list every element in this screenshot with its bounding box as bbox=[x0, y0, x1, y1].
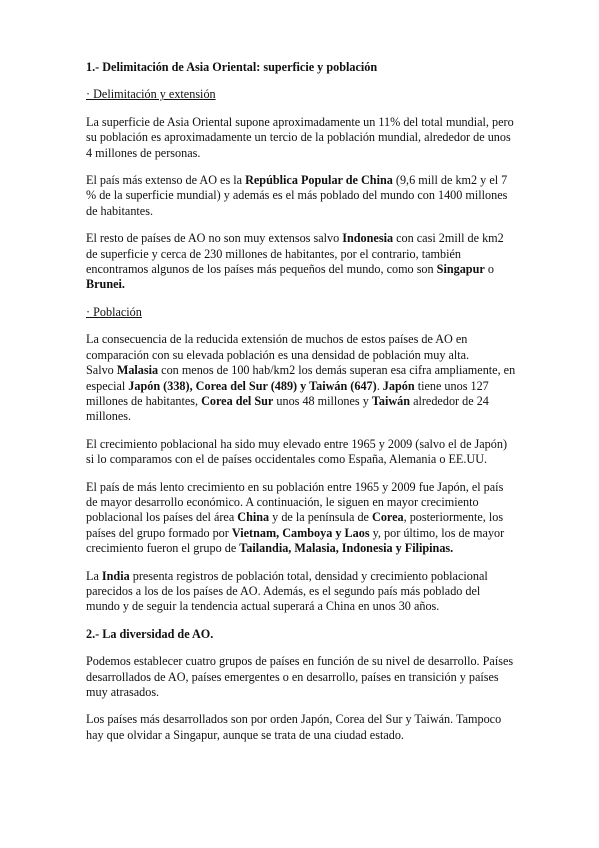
bold-run: Malasia bbox=[116, 363, 159, 378]
text-run: tiene unos 127 millones de habitantes, bbox=[86, 378, 489, 408]
paragraph-desarrollados: Los países más desarrollados son por orden Japón, Corea del Sur y Taiwán. Tampoco hay que olvidar a Singapur, aunque se trata de una ciudad estado. bbox=[86, 712, 502, 742]
spacer bbox=[86, 219, 516, 231]
bold-run: Japón (338), Corea del Sur (489) y Taiwán (647) bbox=[128, 378, 377, 393]
text-run: El resto de países de AO no son muy extensos salvo bbox=[86, 231, 343, 246]
spacer bbox=[86, 320, 516, 332]
bold-run: Indonesia bbox=[342, 231, 394, 246]
spacer bbox=[86, 642, 516, 654]
section-2-title: 2.- La diversidad de AO. bbox=[86, 626, 214, 641]
subheading-poblacion: · Población bbox=[86, 304, 142, 319]
paragraph-superficie: La superficie de Asia Oriental supone aproximadamente un 11% del total mundial, pero su población es aproximadamente un tercio de la población mundial, alrededor de unos 4 millones de personas. bbox=[86, 114, 514, 160]
paragraph-china bbox=[86, 173, 516, 219]
text-run: y de la península de bbox=[269, 510, 373, 525]
bold-run: Singapur bbox=[436, 262, 485, 277]
spacer bbox=[86, 615, 516, 627]
paragraph-india bbox=[86, 569, 516, 615]
text-run: unos 48 millones y bbox=[273, 393, 372, 408]
text-run: El país de más lento crecimiento en su población entre 1965 y 2009 fue Japón, el país de mayor desarrollo económico. A continuación, le siguen en mayor crecimiento poblacional los países del área bbox=[86, 479, 504, 525]
text-run: con menos de 100 hab/km2 los demás superan esa cifra ampliamente, en especial bbox=[86, 363, 516, 393]
bold-run: China bbox=[237, 510, 270, 525]
text-run: (9,6 mill de km2 y el 7 % de la superficie mundial) y además es el más poblado del mundo con 1400 millones de habitantes. bbox=[86, 173, 508, 218]
spacer bbox=[86, 468, 516, 480]
spacer bbox=[86, 425, 516, 437]
spacer bbox=[86, 103, 516, 115]
text-run: . bbox=[376, 378, 383, 393]
bold-run: República Popular de China bbox=[245, 173, 393, 188]
text-run: presenta registros de población total, densidad y crecimiento poblacional parecidos a los de los países de AO. Además, es el segundo país más poblado del mundo y de seguir la tendencia actual superará a China en unos 30 años. bbox=[86, 568, 488, 614]
text-run: alrededor de 24 millones. bbox=[86, 393, 489, 424]
bold-run: India bbox=[101, 568, 130, 583]
section-1-title: 1.- Delimitación de Asia Oriental: superficie y población bbox=[86, 60, 378, 74]
bold-run: Corea bbox=[372, 510, 404, 525]
bold-run: Tailandia, Malasia, Indonesia y Filipinas. bbox=[239, 541, 454, 556]
document-page bbox=[86, 60, 516, 743]
text-run: con casi 2mill de km2 de superficie y cerca de 230 millones de habitantes, por el contrario, también encontramos algunos de los países más pequeños del mundo, como son bbox=[86, 231, 504, 277]
bold-run: Corea del Sur bbox=[201, 393, 274, 408]
text-run: La bbox=[86, 568, 102, 583]
bold-run: Vietnam, Camboya y Laos bbox=[231, 525, 370, 540]
subheading-delimitacion: · Delimitación y extensión bbox=[86, 87, 216, 102]
text-run: Salvo bbox=[86, 363, 117, 378]
spacer bbox=[86, 75, 516, 87]
paragraph-crecimiento: El crecimiento poblacional ha sido muy elevado entre 1965 y 2009 (salvo el de Japón) si lo comparamos con el de países occidentales como España, Alemania o EE.UU. bbox=[86, 436, 508, 467]
spacer bbox=[86, 161, 516, 173]
spacer bbox=[86, 557, 516, 569]
text-run: o bbox=[484, 262, 494, 277]
paragraph-grupos: Podemos establecer cuatro grupos de países en función de su nivel de desarrollo. Países desarrollados de AO, países emergentes o en desarrollo, países en transición y países muy atrasados. bbox=[86, 654, 514, 699]
bold-run: Japón bbox=[382, 378, 415, 393]
text-run: y, por último, los de mayor crecimiento fueron el grupo de bbox=[86, 525, 505, 556]
paragraph-densidad bbox=[86, 332, 516, 424]
paragraph-resto-paises bbox=[86, 231, 516, 293]
paragraph-lento-crecimiento bbox=[86, 480, 516, 557]
spacer bbox=[86, 700, 516, 712]
bold-run: Brunei. bbox=[86, 277, 125, 292]
text-run: El país más extenso de AO es la bbox=[86, 173, 246, 188]
text-run: , posteriormente, los países del grupo formado por bbox=[86, 510, 504, 540]
text-run: La consecuencia de la reducida extensión de muchos de estos países de AO en comparación con su elevada población es una densidad de población muy alta. bbox=[86, 332, 470, 362]
spacer bbox=[86, 293, 516, 305]
bold-run: Taiwán bbox=[371, 393, 411, 408]
